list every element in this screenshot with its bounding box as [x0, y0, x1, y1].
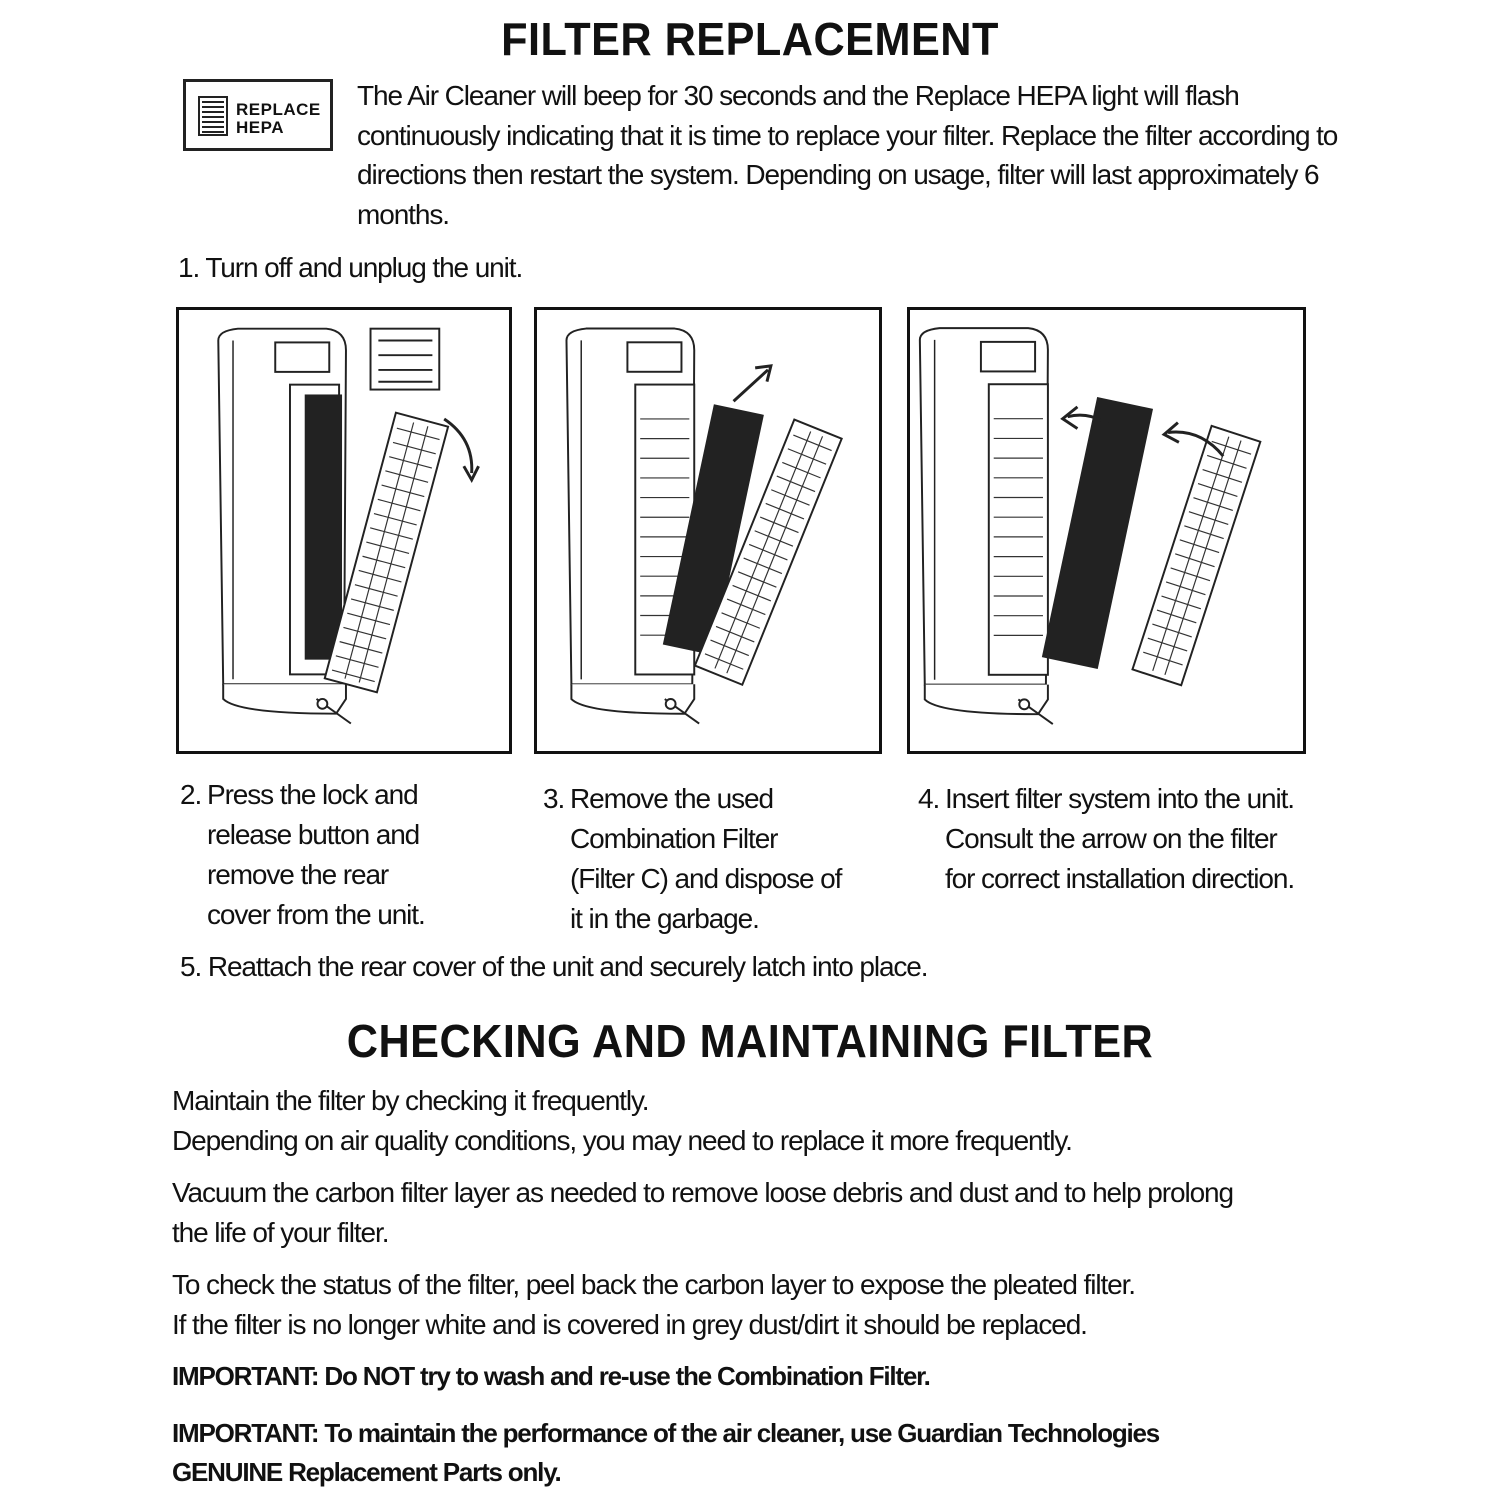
step-3-line-4: it in the garbage.	[570, 903, 759, 934]
important-genuine-parts	[172, 1414, 1322, 1493]
para3-line-2: If the filter is no longer white and is covered in grey dust/dirt it should be replaced.	[172, 1308, 1087, 1340]
para3-line-1: To check the status of the filter, peel back the carbon layer to expose the pleated filter.	[172, 1269, 1135, 1300]
paragraph-check-frequently	[172, 1081, 1322, 1160]
important-no-wash: IMPORTANT: Do NOT try to wash and re-use the Combination Filter.	[172, 1361, 930, 1391]
step-3-line-3: (Filter C) and dispose of	[570, 863, 842, 894]
section-title-filter-replacement: FILTER REPLACEMENT	[501, 13, 999, 65]
replace-hepa-indicator	[183, 79, 333, 151]
indicator-label-replace: REPLACE	[236, 100, 321, 119]
maintenance-instructions	[172, 1081, 1322, 1510]
illustration-remove-cover	[176, 307, 512, 754]
step-2-number: 2.	[180, 779, 202, 810]
step-3-caption	[543, 779, 863, 939]
section-title-checking-filter: CHECKING AND MAINTAINING FILTER	[346, 1015, 1154, 1067]
illustration-remove-filter	[534, 307, 882, 754]
para1-line-2: Depending on air quality conditions, you may need to replace it more frequently.	[172, 1124, 1072, 1156]
step-1-text: 1. Turn off and unplug the unit.	[178, 252, 523, 283]
air-cleaner-cover-illustration	[179, 310, 509, 751]
step-2-line-2: release button and	[207, 819, 420, 850]
para2-line-2: the life of your filter.	[172, 1216, 389, 1248]
illustration-insert-filter	[907, 307, 1306, 754]
intro-text: The Air Cleaner will beep for 30 seconds and the Replace HEPA light will flash continuously indicating that it is time to replace your filter. Replace the filter according to directions then restart the system. Depending on usage, filter will last approximately 6 months.	[357, 80, 1338, 230]
step-2-caption	[180, 775, 480, 935]
step-3-number: 3.	[543, 783, 565, 814]
step-2-line-4: cover from the unit.	[207, 899, 425, 930]
air-cleaner-filter-removal-illustration	[537, 310, 879, 751]
step-2-line-1: Press the lock and	[207, 779, 418, 810]
intro-paragraph	[357, 76, 1342, 234]
important2-line-1: IMPORTANT: To maintain the performance of the air cleaner, use Guardian Technologies	[172, 1417, 1160, 1448]
step-4-line-2: Consult the arrow on the filter	[945, 823, 1277, 854]
filter-indicator-icon	[198, 96, 228, 136]
paragraph-vacuum	[172, 1173, 1322, 1252]
step-2-line-3: remove the rear	[207, 859, 389, 890]
para1-line-1: Maintain the filter by checking it frequently.	[172, 1085, 649, 1116]
para2-line-1: Vacuum the carbon filter layer as needed to remove loose debris and dust and to help prolong	[172, 1177, 1234, 1208]
step-4-line-3: for correct installation direction.	[945, 863, 1295, 894]
indicator-label-hepa: HEPA	[236, 118, 284, 137]
step-4-line-1: Insert filter system into the unit.	[945, 783, 1294, 814]
step-4-number: 4.	[918, 783, 940, 814]
step-3-line-1: Remove the used	[570, 783, 773, 814]
step-4-caption	[918, 779, 1338, 899]
air-cleaner-filter-insert-illustration	[910, 310, 1303, 751]
step-3-line-2: Combination Filter	[570, 823, 778, 854]
paragraph-check-status	[172, 1265, 1322, 1344]
important2-line-2: GENUINE Replacement Parts only.	[172, 1457, 561, 1487]
step-5-text: 5. Reattach the rear cover of the unit and securely latch into place.	[180, 951, 928, 982]
